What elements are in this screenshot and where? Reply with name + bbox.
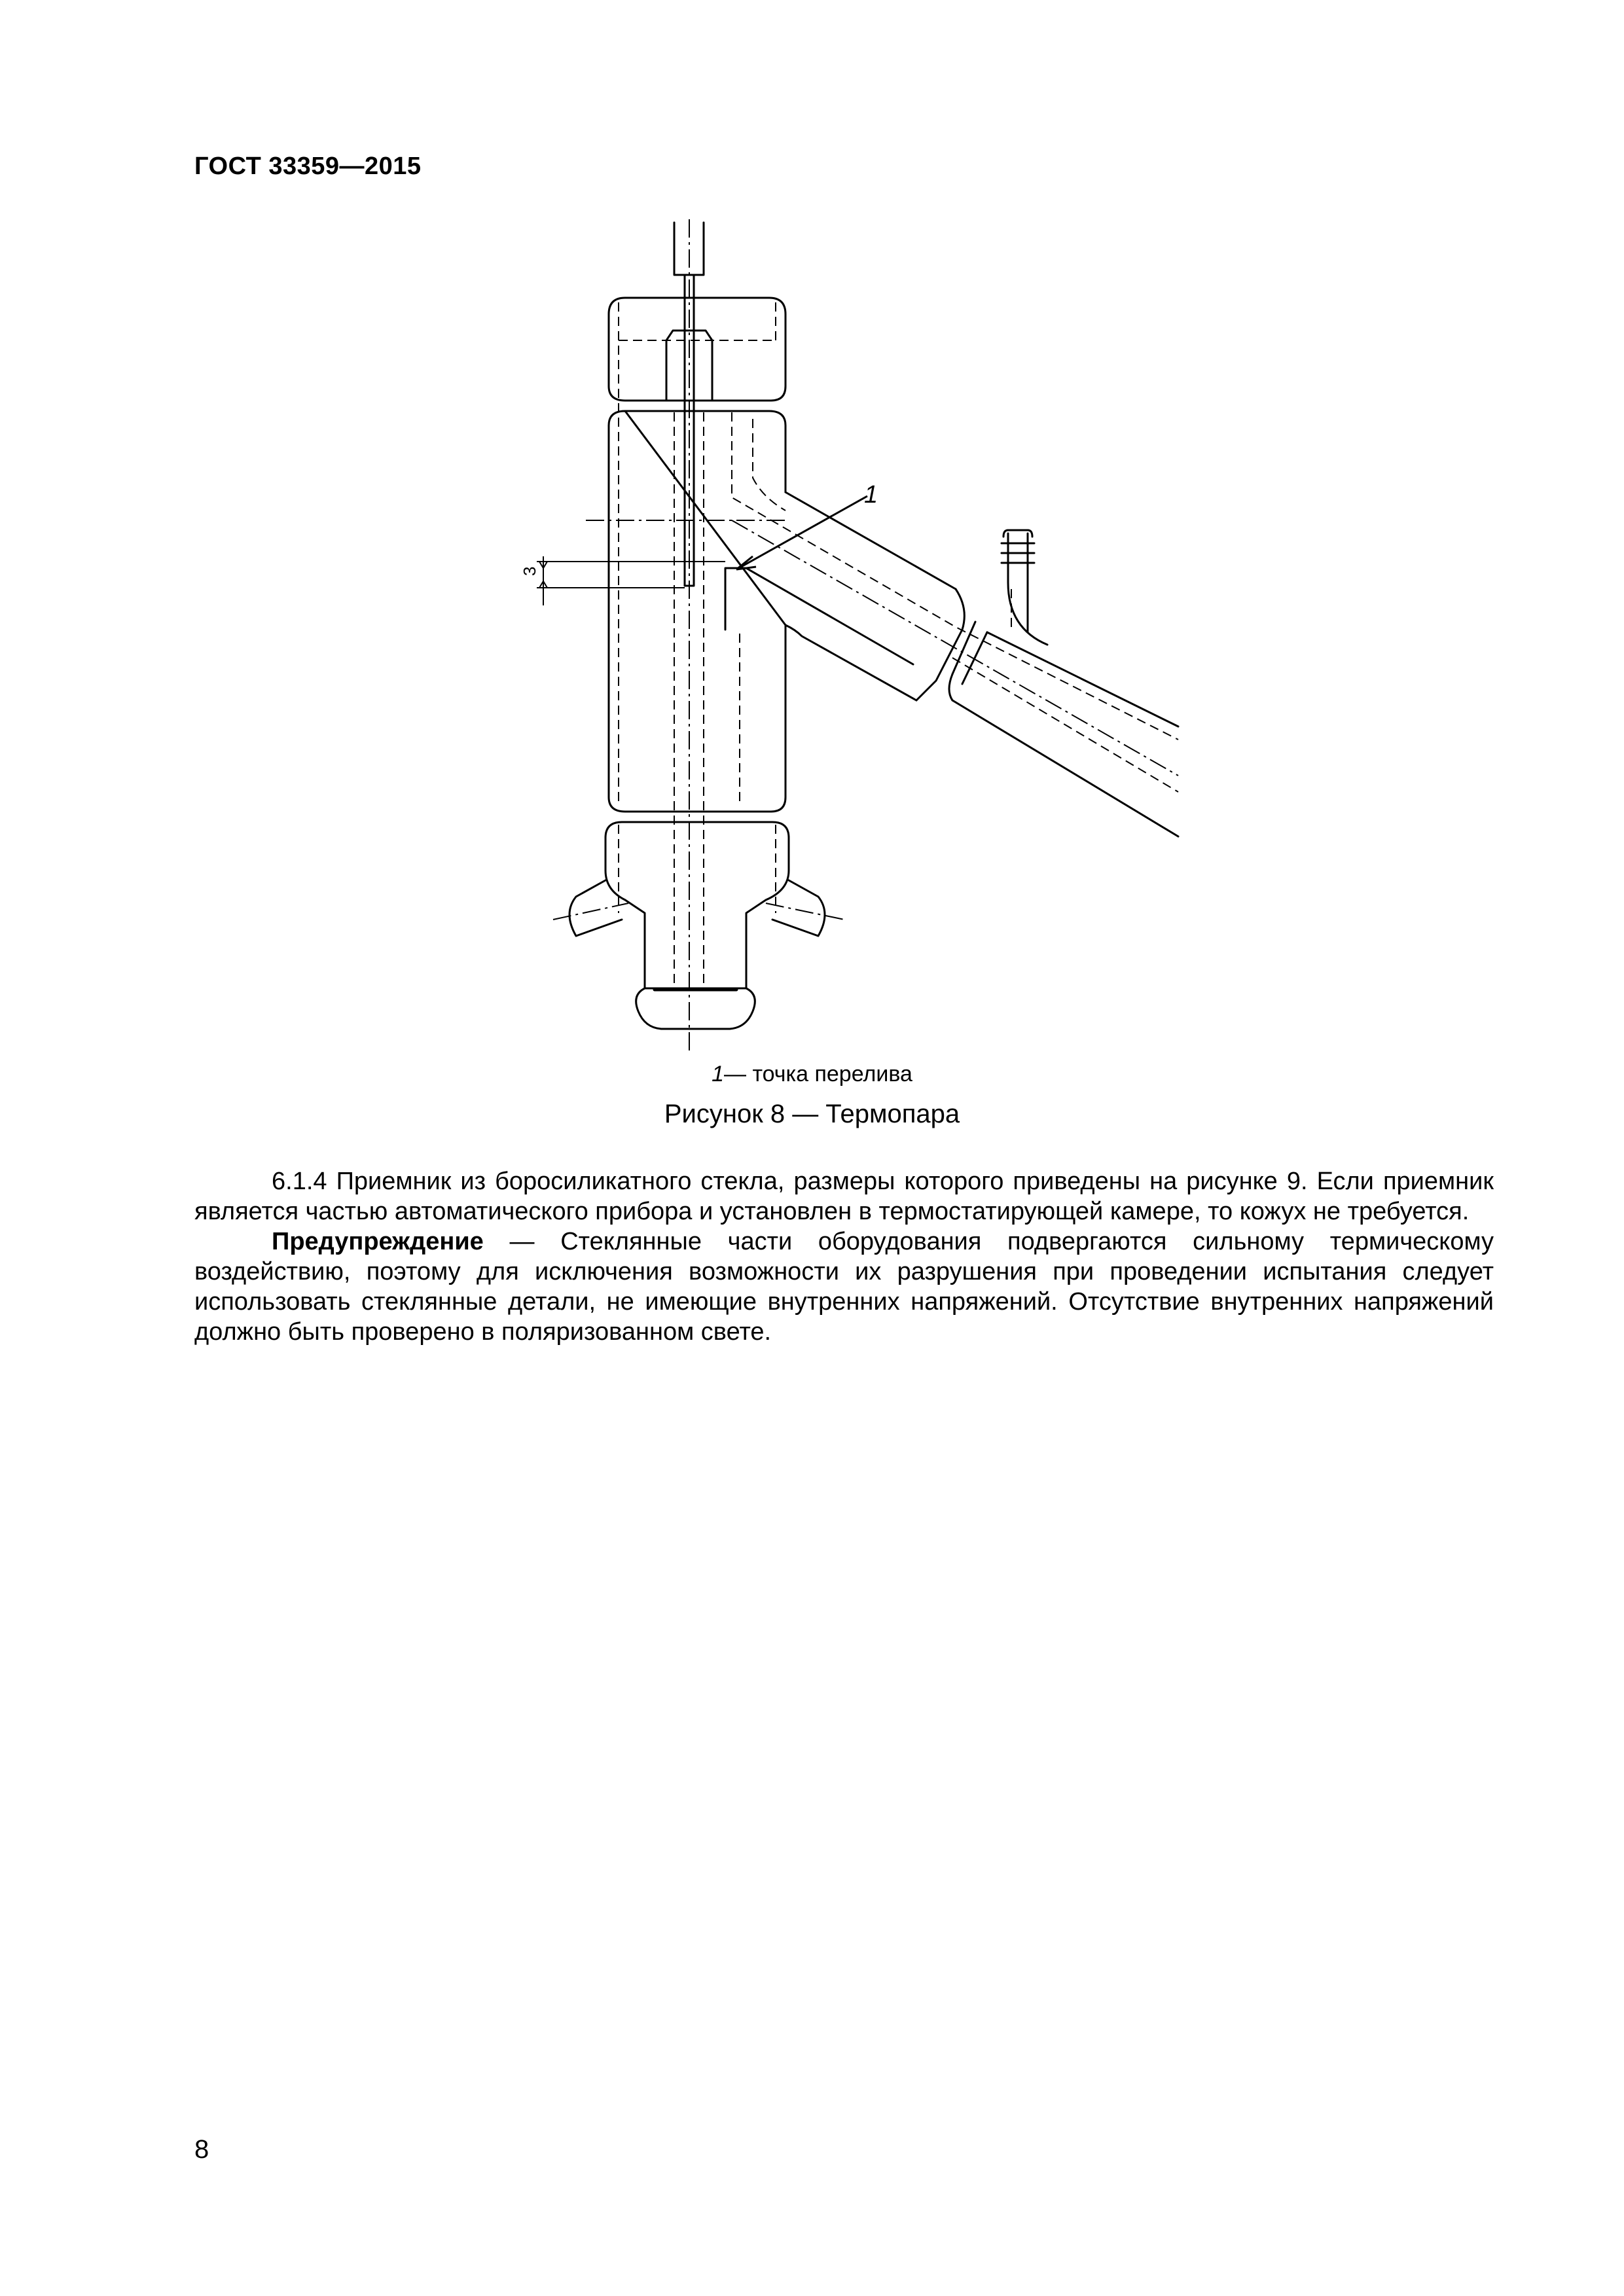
warning-text: — Стеклянные части оборудования подвергаются сильному термическому воздействию, поэтому для исключения возможности их разрушения при проведении испытания следует использовать стеклянные детали, не имеющие внутренних напряжений. Отсутствие внутренних напряжений должно быть проверено в поляризованном свете. bbox=[194, 1228, 1494, 1346]
legend-number: 1 bbox=[712, 1062, 724, 1086]
document-header: ГОСТ 33359—2015 bbox=[194, 152, 422, 180]
thermocouple-figure bbox=[511, 216, 1191, 1067]
legend-text: — точка перелива bbox=[724, 1062, 912, 1086]
callout-label: 1 bbox=[864, 481, 878, 509]
body-text bbox=[194, 1166, 1494, 1347]
dimension-label: 3 bbox=[520, 566, 539, 576]
figure-caption: Рисунок 8 — Термопара bbox=[664, 1100, 960, 1128]
figure-legend bbox=[0, 1062, 1624, 1087]
thermocouple-drawing bbox=[511, 216, 1191, 1067]
paragraph-6-1-4: 6.1.4 Приемник из боросиликатного стекла, размеры которого приведены на рисунке 9. Если приемник является частью автоматического прибора и установлен в термостатирующей камере, то кожух не требуется. bbox=[194, 1168, 1494, 1225]
warning-paragraph bbox=[194, 1227, 1494, 1347]
page-number: 8 bbox=[194, 2135, 209, 2164]
warning-label: Предупреждение bbox=[272, 1228, 484, 1255]
